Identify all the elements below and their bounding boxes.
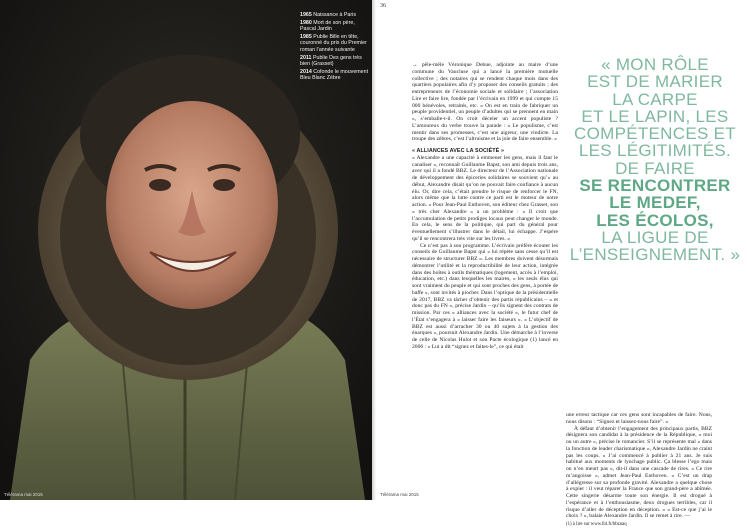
pull-quote-line: « MON RÔLE — [601, 55, 709, 74]
article-paragraph: À défaut d’obtenir l’engagement des principaux partis, BBZ désignera son candidat à la présidence de la République, « moi ou un autre », précise le romancier. S’il se représente mal « dans la fonction de leader charismatique », Alexandre Jardin ne craint pas les coups. « J’ai commencé à publier à 21 ans. Je suis habitué aux moments de lynchage public. Ça blesse l’ego mais on n’en meurt pas », dit-il dans une cascade de rires. « Ce rire m’angoisse », admet Jean-Paul Enthoven. « C’est un drap d’allégresse sur sa profonde gravité. Alexandre a quelque chose à expier : il veut réparer la France que son grand-père a abîmée. Cette singerie désarme toute son énergie. Il est drogué à l’espérance et à l’enthousiasme, deux drogues terribles, car il risque d’aller de déception en déception. » « Est-ce que j’ai le choix ? », balaie Alexandre Jardin. Il se remet à rire. — — [566, 425, 712, 520]
bio-year: 1965 — [300, 12, 312, 18]
bio-year: 1980 — [300, 19, 312, 26]
bio-text: Publie Bille en tête, couronné du prix du Premier roman l’année suivante — [300, 33, 367, 53]
article-paragraph: → pêle-mêle Véronique Debue, adjointe au maire d’une commune du Vaucluse qui a lancé la première mutuelle collective ; des notaires qui se rendent chaque mois dans des quartiers populaires afin d’y proposer des conseils gratuits ; des entrepreneurs de l’économie sociale et solidaire ; l’association Lire et faire lire, fondée par l’écrivain en 1999 et qui compte 15 000 bénévoles, retraités, etc. « On est en train de fabriquer un peuple providentiel, un peuple d’adultes qui se prennent en main », s’emballe-t-il. On croit déceler un accent populiste ? L’amoureux du verbe trouve la parade : « Le populisme, c’est mentir dans ses promesses, c’est une aigreur, une vindicte. La troupe des zèbres, c’est l’altruisme et la joie de faire ensemble. » — [412, 62, 558, 143]
pull-quote-line: LES LÉGITIMITÉS. — [578, 141, 732, 161]
folio-left: Télérama mai 2015 — [4, 492, 43, 497]
bio-entry — [300, 55, 370, 68]
page-number: 36 — [380, 3, 386, 9]
bio-entry — [300, 20, 370, 33]
bio-year: 2011 — [300, 54, 312, 61]
portrait-photo — [0, 0, 372, 500]
biography-timeline — [300, 12, 370, 83]
article-column-1 — [412, 62, 558, 351]
bio-entry — [300, 69, 370, 82]
pull-quote-line: L’ENSEIGNEMENT. » — [569, 245, 741, 265]
bio-entry — [300, 34, 370, 54]
pull-quote-line: ET LE LAPIN, LES — [581, 106, 729, 126]
bio-entry — [300, 12, 370, 19]
section-subheading: « ALLIANCES AVEC LA SOCIÉTÉ » — [412, 148, 505, 154]
bio-text: Mort de son père, Pascal Jardin — [300, 19, 355, 33]
pull-quote-line: EST DE MARIER — [587, 72, 723, 92]
bio-text: Cofonde le mouvement Bleu Blanc Zèbre — [300, 68, 369, 82]
pull-quote-line: LE MEDEF, — [609, 193, 701, 213]
article-paragraph: « Alexandre a une capacité à emmener les gens, mais il faut le canaliser », reconnaît Guillaume Bapst, son ami depuis trois ans, avec qui il a fondé BBZ. Le directeur de l’Association nationale de développement des épiceries solidaires se souvient qu’« au début, Alexandre disait qu’on ne pouvait faire confiance à aucun élu. Or, dire cela, c’était prendre le risque de renforcer le FN, alors même que la lutte contre ce parti est le moteur de notre action. » Pour Jean-Paul Enthoven, son éditeur chez Grasset, son « très cher Alexandre » a un problème : « Il croit que l’accumulation de petits prodiges locaux peut changer le monde. En cela, le sens de la politique, qui part du général pour éventuellement s’illustrer dans le détail, lui échappe. J’espère qu’il se rencontrera très vite sur les livres. » — [412, 154, 558, 242]
bio-year: 2014 — [300, 68, 312, 75]
folio-right: Télérama mai 2015 — [380, 492, 419, 497]
bio-year: 1985 — [300, 33, 312, 40]
pull-quote-line: LES ÉCOLOS, — [596, 210, 714, 230]
bio-text: Naissance à Paris — [313, 12, 356, 18]
pull-quote-line: COMPÉTENCES ET — [574, 124, 736, 144]
article-paragraph: Ce n’est pas à son programme. L’écrivain préfère écouter les conseils de Guillaume Bapst qui « lui répète sans cesse qu’il est nécessaire de structurer BBZ ». Les membres doivent désormais démontrer l’utilité et la reproductibilité de leur action, intégrée dans des boîtes à outils thématiques (logement, accès à l’emploi, éducation, etc.) dans lesquelles les maires, « les seuls élus qui sont vraiment du peuple et qui sont proches des gens, à portée de baffe », sont invités à piocher. Dans l’optique de la présidentielle de 2017, BBZ va tâcher d’obtenir des partis républicains – « et donc pas du FN », précise Jardin – qu’ils signent des contrats de mission. Par ces « alliances avec la société », le futur chef de l’État s’engagera à « laisser faire les faiseurs ». « L’objectif de BBZ est aussi d’arracher 30 ou 40 sujets à la gestion des énarques », poursuit Alexandre Jardin. Une démarche à l’inverse de celle de Nicolas Hulot et son Pacte écologique (1) lancé en 2006 : « Lui a dit “signez et faites-le”, ce qui était — [412, 242, 558, 350]
pull-quote-line: SE RENCONTRER — [579, 176, 731, 196]
pull-quote-line: LA CARPE — [612, 89, 698, 109]
article-paragraph: une erreur tactique car ces gens sont incapables de faire. Nous, nous disons : “Signez et laissez-nous faire”. » — [566, 412, 712, 425]
pull-quote-line: DE FAIRE — [615, 158, 695, 178]
footnote: (1) à lire sur www.lbl.fr/bbznaq — [566, 522, 627, 527]
gutter-divider — [372, 0, 376, 500]
bio-text: Publie Des gens très bien (Grasset) — [300, 54, 362, 68]
pull-quote-line: LA LIGUE DE — [601, 227, 709, 247]
article-column-2 — [566, 412, 712, 529]
pull-quote — [566, 56, 744, 264]
